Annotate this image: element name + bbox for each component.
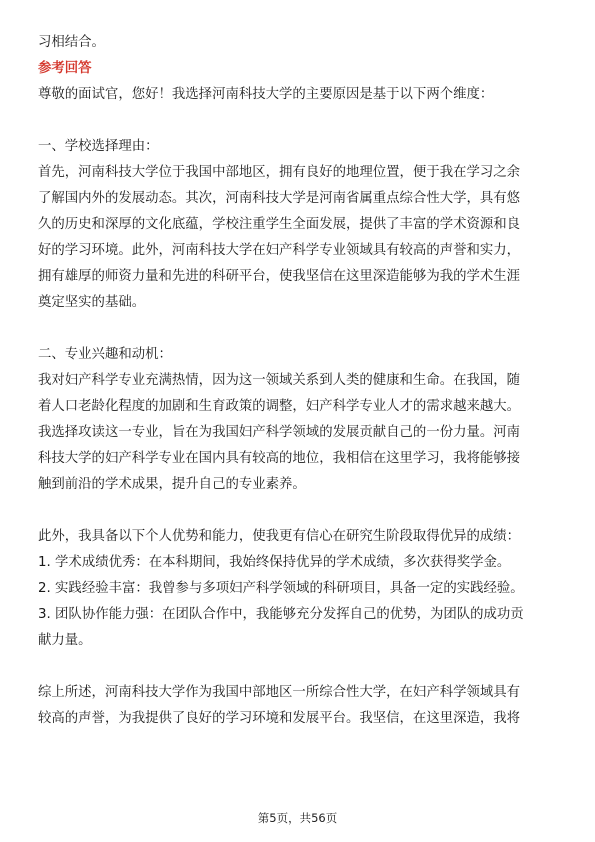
text-line: 科技大学的妇产科学专业在国内具有较高的地位，我相信在这里学习，我将能够接 (38, 451, 521, 466)
text-line: 我对妇产科学专业充满热情，因为这一领域关系到人类的健康和生命。在我国，随 (38, 373, 521, 388)
text-line: 拥有雄厚的师资力量和先进的科研平台，使我坚信在这里深造能够为我的学术生涯 (38, 269, 521, 284)
spacer (38, 498, 558, 524)
list-item-continuation: 献力量。 (38, 633, 92, 648)
text-line: 触到前沿的学术成果，提升自己的专业素养。 (38, 477, 306, 492)
text-line: 习相结合。 (38, 35, 105, 50)
spacer (38, 108, 558, 134)
page-number: 第5页，共56页 (257, 811, 338, 825)
text-line: 此外，我具备以下个人优势和能力，使我更有信心在研究生阶段取得优异的成绩： (38, 529, 521, 544)
text-line: 综上所述，河南科技大学作为我国中部地区一所综合性大学，在妇产科学领域具有 (38, 685, 521, 700)
list-item: 2. 实践经验丰富：我曾参与多项妇产科学领域的科研项目，具备一定的实践经验。 (38, 581, 524, 596)
document-body (38, 30, 558, 732)
text-line: 首先，河南科技大学位于我国中部地区，拥有良好的地理位置，便于我在学习之余 (38, 165, 521, 180)
list-item: 1. 学术成绩优秀：在本科期间，我始终保持优异的学术成绩，多次获得奖学金。 (38, 555, 511, 570)
answer-heading: 参考回答 (38, 61, 92, 76)
spacer (38, 654, 558, 680)
text-line: 着人口老龄化程度的加剧和生育政策的调整，妇产科学专业人才的需求越来越大。 (38, 399, 521, 414)
list-item: 3. 团队协作能力强：在团队合作中，我能够充分发挥自己的优势，为团队的成功贡 (38, 607, 524, 622)
text-line: 我选择攻读这一专业，旨在为我国妇产科学领域的发展贡献自己的一份力量。河南 (38, 425, 521, 440)
intro-line: 尊敬的面试官，您好！我选择河南科技大学的主要原因是基于以下两个维度： (38, 87, 494, 102)
text-line: 好的学习环境。此外，河南科技大学在妇产科学专业领域具有较高的声誉和实力， (38, 243, 521, 258)
section-title: 二、专业兴趣和动机： (38, 347, 172, 362)
section-title: 一、学校选择理由： (38, 139, 159, 154)
text-line: 奠定坚实的基础。 (38, 295, 146, 310)
section-interest-motivation (38, 342, 558, 498)
section-school-reasons (38, 134, 558, 316)
section-conclusion (38, 680, 558, 732)
text-line: 了解国内外的发展动态。其次，河南科技大学是河南省属重点综合性大学，具有悠 (38, 191, 521, 206)
spacer (38, 316, 558, 342)
text-line: 久的历史和深厚的文化底蕴，学校注重学生全面发展，提供了丰富的学术资源和良 (38, 217, 521, 232)
section-personal-strengths (38, 524, 558, 654)
text-line: 较高的声誉，为我提供了良好的学习环境和发展平台。我坚信，在这里深造，我将 (38, 711, 521, 726)
